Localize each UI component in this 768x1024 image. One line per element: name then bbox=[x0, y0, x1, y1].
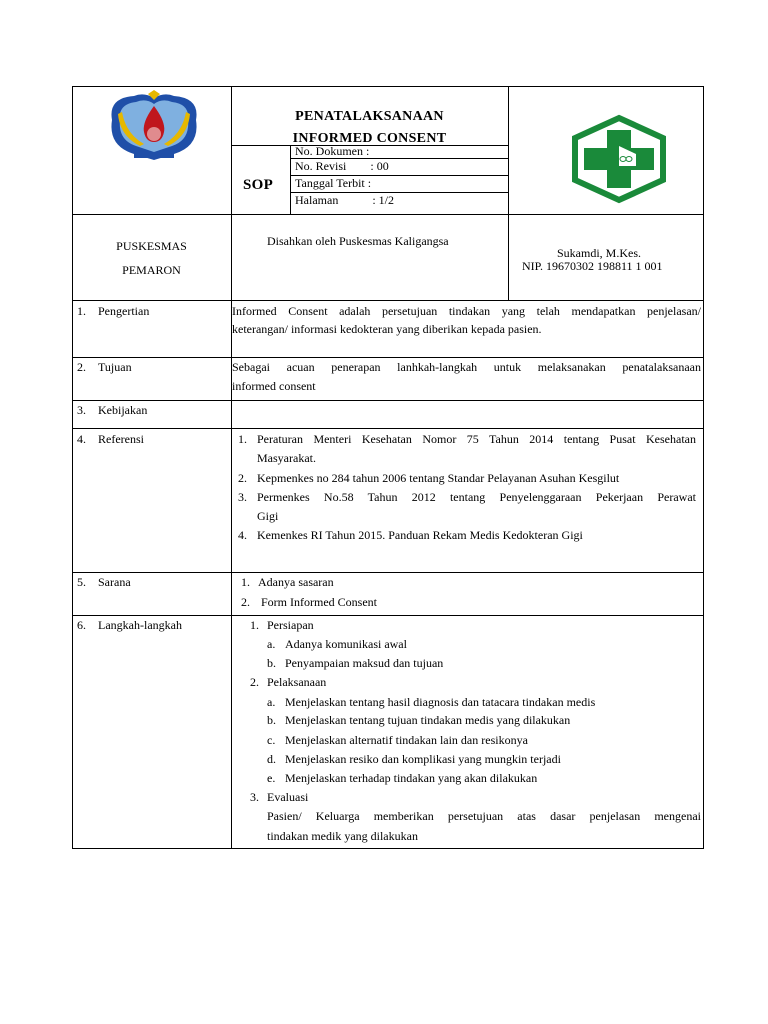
field-tanggal-terbit: Tanggal Terbit : bbox=[295, 176, 372, 190]
puskesmas-logo bbox=[566, 112, 672, 204]
list-item-number: 2. bbox=[238, 471, 247, 485]
section-label: Langkah-langkah bbox=[98, 618, 182, 632]
list-item-number: 1. bbox=[238, 432, 247, 446]
table-border bbox=[231, 86, 232, 849]
evaluasi-text-line2: tindakan medik yang dilakukan bbox=[267, 829, 418, 843]
table-border bbox=[72, 357, 704, 358]
field-halaman: Halaman : 1/2 bbox=[295, 193, 394, 207]
list-item-text: Form Informed Consent bbox=[261, 595, 377, 609]
sub-item-letter: b. bbox=[267, 656, 276, 670]
sub-item-letter: a. bbox=[267, 637, 276, 651]
sub-item-text: Menjelaskan alternatif tindakan lain dan resikonya bbox=[285, 733, 528, 747]
table-border bbox=[72, 86, 704, 87]
table-border bbox=[72, 86, 73, 849]
signer-name: Sukamdi, M.Kes. bbox=[557, 246, 641, 260]
sub-item-letter: a. bbox=[267, 695, 276, 709]
table-border bbox=[72, 428, 704, 429]
list-item-text: Gigi bbox=[257, 509, 279, 523]
section-label: Pengertian bbox=[98, 304, 150, 318]
field-no-dokumen: No. Dokumen : bbox=[295, 144, 370, 158]
list-item-text: Permenkes No.58 Tahun 2012 tentang Penyelenggaraan Pekerjaan Perawat bbox=[257, 490, 696, 504]
list-item-number: 1. bbox=[241, 575, 250, 589]
pengertian-text-line2: keterangan/ informasi kedokteran yang diberikan kepada pasien. bbox=[232, 322, 542, 336]
table-border bbox=[72, 848, 704, 849]
sub-item-letter: d. bbox=[267, 752, 276, 766]
list-item-text: Adanya sasaran bbox=[258, 575, 334, 589]
section-number: 6. bbox=[77, 618, 86, 632]
sub-item-letter: c. bbox=[267, 733, 276, 747]
list-item-number: 3. bbox=[250, 790, 259, 804]
table-border bbox=[508, 86, 509, 300]
sop-label: SOP bbox=[243, 177, 274, 193]
sub-item-text: Penyampaian maksud dan tujuan bbox=[285, 656, 444, 670]
list-item-text: Persiapan bbox=[267, 618, 314, 632]
sub-item-text: Menjelaskan tentang tujuan tindakan medis yang dilakukan bbox=[285, 713, 571, 727]
list-item-text: Masyarakat. bbox=[257, 451, 316, 465]
org-name-line1: PUSKESMAS bbox=[116, 239, 187, 253]
list-item-text: Kemenkes RI Tahun 2015. Panduan Rekam Medis Kedokteran Gigi bbox=[257, 528, 583, 542]
section-number: 2. bbox=[77, 360, 86, 374]
section-number: 5. bbox=[77, 575, 86, 589]
table-border bbox=[703, 86, 704, 849]
list-item-text: Kepmenkes no 284 tahun 2006 tentang Standar Pelayanan Asuhan Kesgilut bbox=[257, 471, 620, 485]
table-border bbox=[72, 572, 704, 573]
section-number: 4. bbox=[77, 432, 86, 446]
table-border bbox=[72, 214, 704, 215]
list-item-number: 4. bbox=[238, 528, 247, 542]
table-border bbox=[72, 400, 704, 401]
document-title-line1: PENATALAKSANAAN bbox=[295, 109, 444, 124]
field-no-revisi: No. Revisi : 00 bbox=[295, 159, 389, 173]
list-item-number: 2. bbox=[250, 675, 259, 689]
sub-item-text: Adanya komunikasi awal bbox=[285, 637, 407, 651]
sub-item-letter: b. bbox=[267, 713, 276, 727]
list-item-number: 1. bbox=[250, 618, 259, 632]
table-border bbox=[72, 615, 704, 616]
list-item-number: 2. bbox=[241, 595, 250, 609]
sub-item-text: Menjelaskan terhadap tindakan yang akan dilakukan bbox=[285, 771, 538, 785]
table-border bbox=[290, 145, 291, 214]
section-label: Referensi bbox=[98, 432, 144, 446]
regional-emblem-logo bbox=[104, 90, 204, 164]
tujuan-text-line1: Sebagai acuan penerapan lanhkah-langkah untuk melaksanakan penatalaksanaan bbox=[232, 360, 701, 374]
section-label: Tujuan bbox=[98, 360, 132, 374]
sub-item-text: Menjelaskan resiko dan komplikasi yang mungkin terjadi bbox=[285, 752, 561, 766]
list-item-text: Pelaksanaan bbox=[267, 675, 327, 689]
section-label: Sarana bbox=[98, 575, 131, 589]
evaluasi-text-line1: Pasien/ Keluarga memberikan persetujuan atas dasar penjelasan mengenai bbox=[267, 809, 701, 823]
signer-nip: NIP. 19670302 198811 1 001 bbox=[522, 259, 663, 273]
tujuan-text-line2: informed consent bbox=[232, 379, 316, 393]
list-item-text: Peraturan Menteri Kesehatan Nomor 75 Tahun 2014 tentang Pusat Kesehatan bbox=[257, 432, 696, 446]
list-item-number: 3. bbox=[238, 490, 247, 504]
sub-item-letter: e. bbox=[267, 771, 276, 785]
sub-item-text: Menjelaskan tentang hasil diagnosis dan tatacara tindakan medis bbox=[285, 695, 596, 709]
list-item-text: Evaluasi bbox=[267, 790, 309, 804]
document-title-line2: INFORMED CONSENT bbox=[292, 131, 447, 146]
table-border bbox=[72, 300, 704, 301]
approval-text: Disahkan oleh Puskesmas Kaligangsa bbox=[267, 234, 449, 248]
section-label: Kebijakan bbox=[98, 403, 148, 417]
section-number: 3. bbox=[77, 403, 86, 417]
pengertian-text-line1: Informed Consent adalah persetujuan tindakan yang telah mendapatkan penjelasan/ bbox=[232, 304, 701, 318]
section-number: 1. bbox=[77, 304, 86, 318]
org-name-line2: PEMARON bbox=[122, 263, 181, 277]
